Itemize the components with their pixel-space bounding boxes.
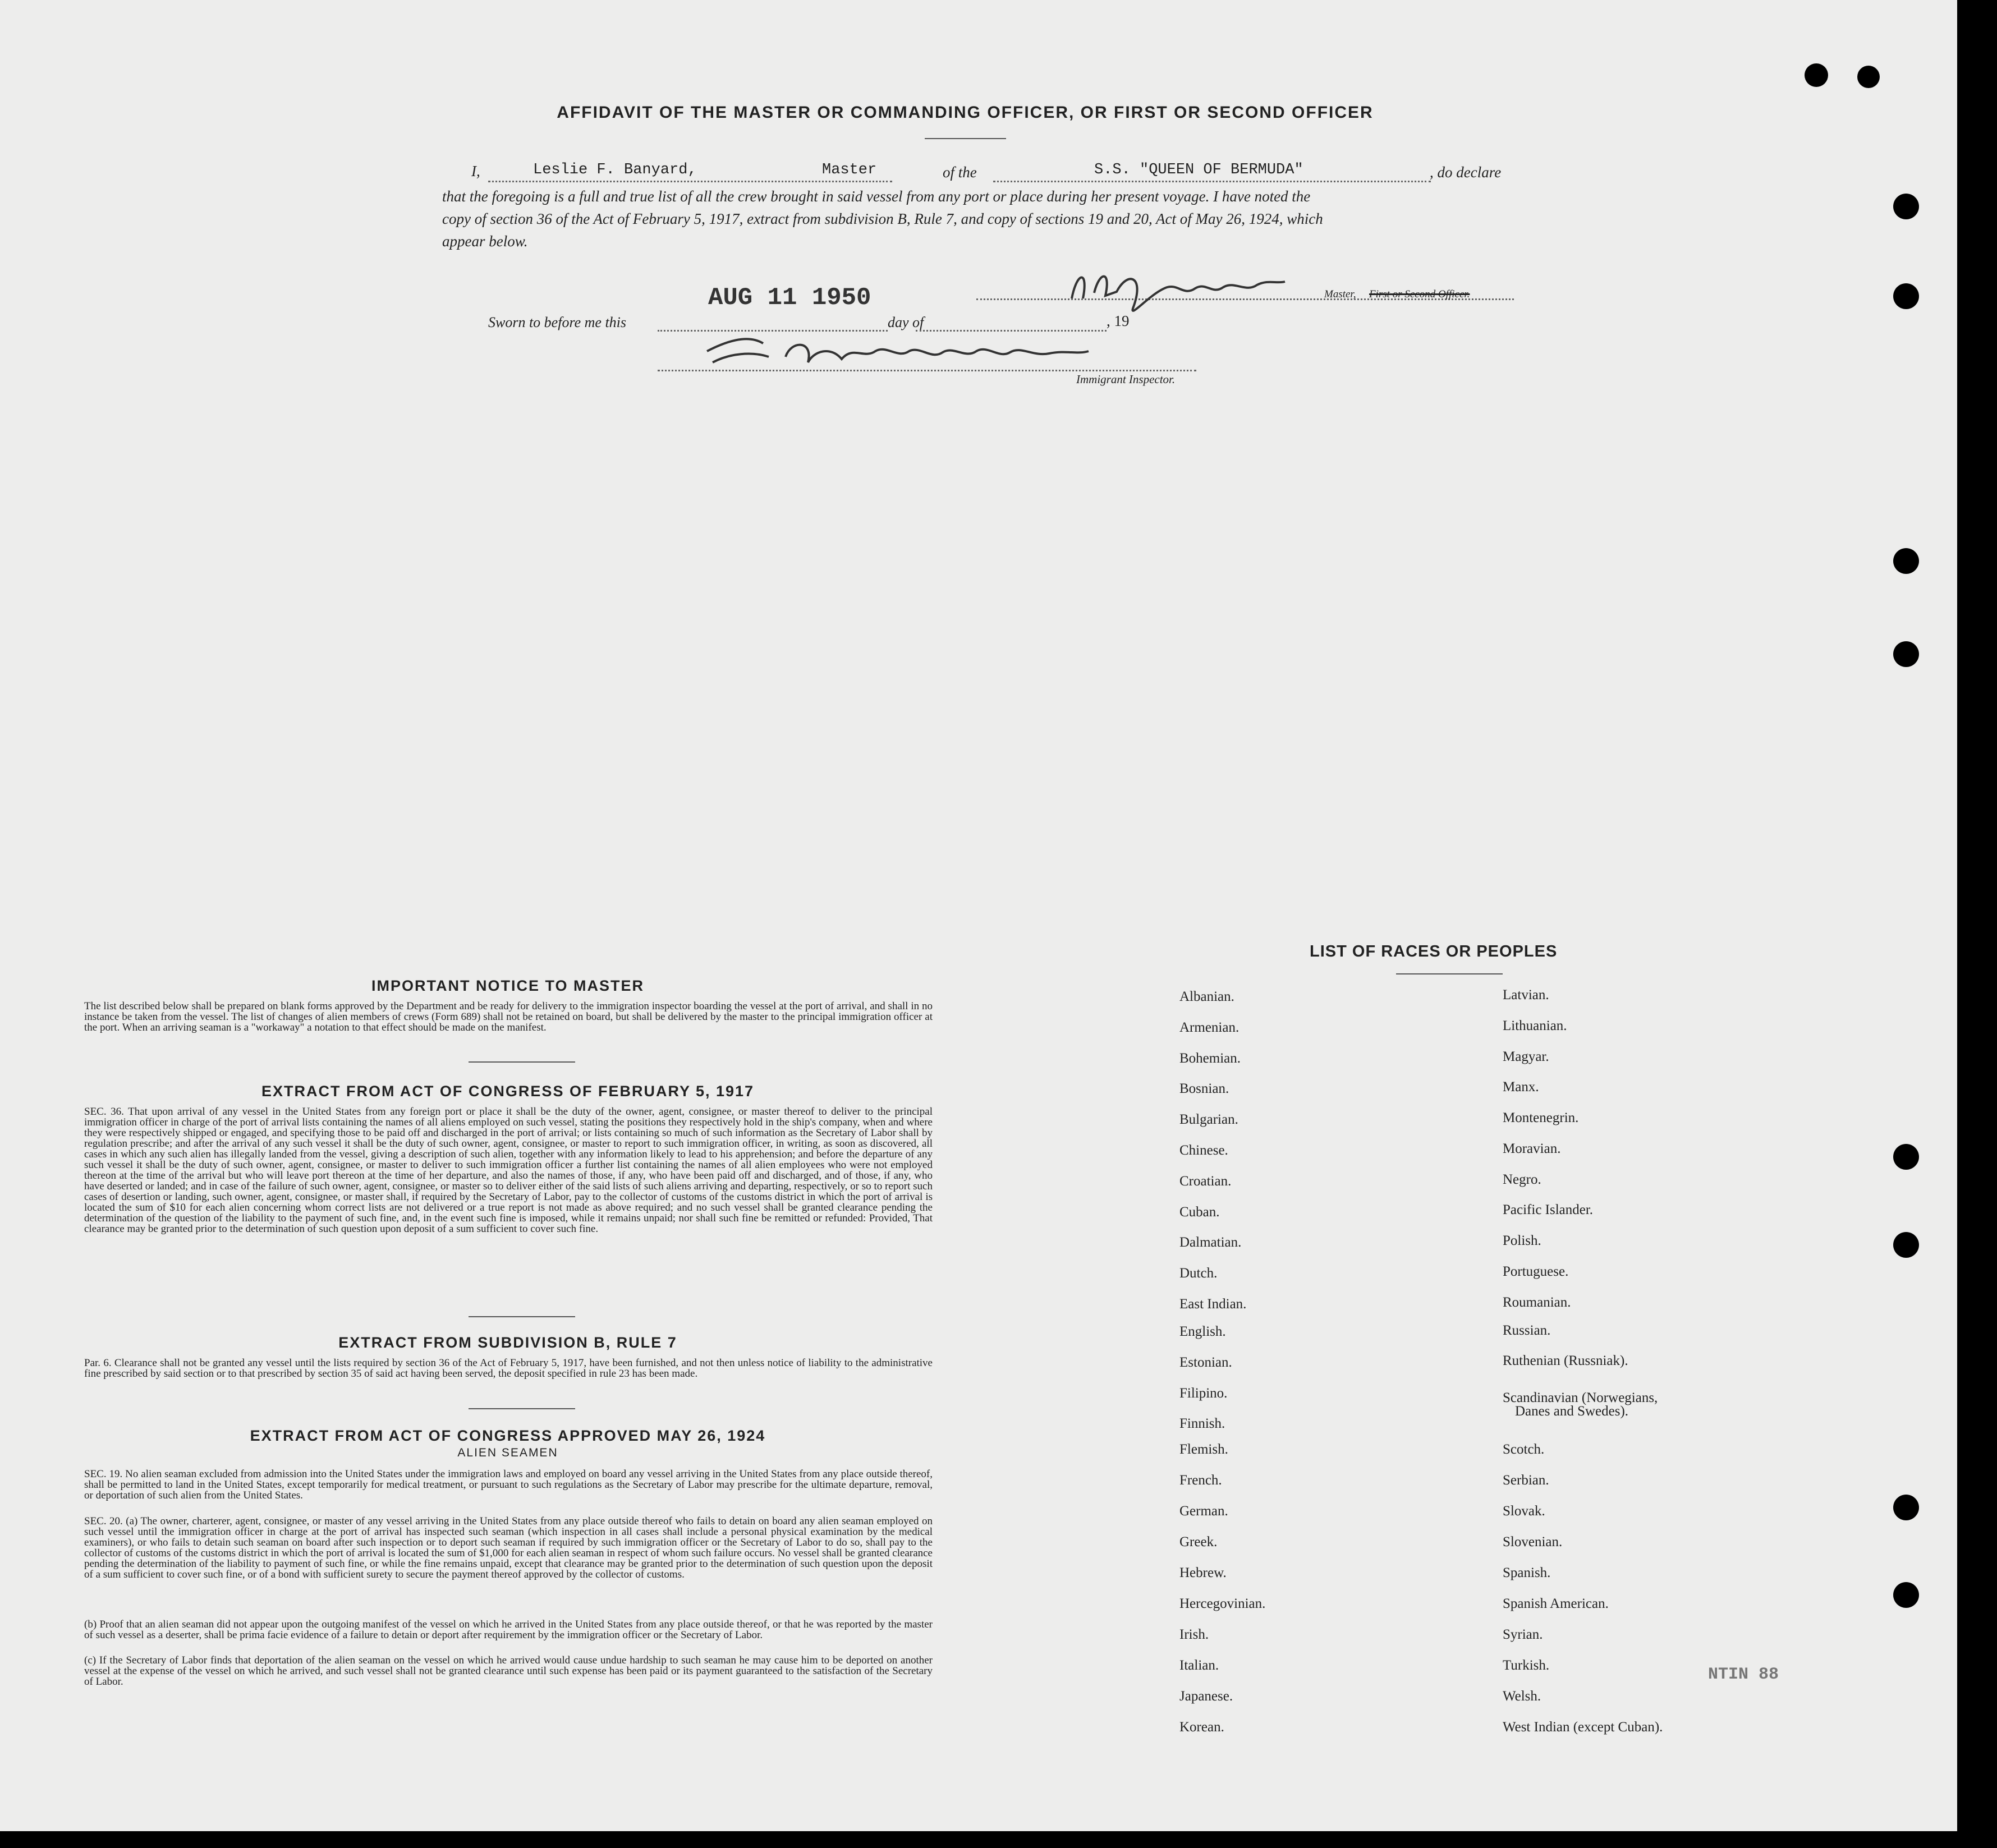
- race-item: Serbian.: [1503, 1473, 1549, 1488]
- vessel-name: S.S. "QUEEN OF BERMUDA": [1094, 162, 1303, 178]
- extract3-subtitle: ALIEN SEAMEN: [457, 1446, 558, 1459]
- race-item: Pacific Islander.: [1503, 1202, 1594, 1217]
- bleed-through-stamp: NTIN 88: [1708, 1665, 1779, 1684]
- race-item: Croatian.: [1179, 1174, 1232, 1189]
- race-item: Italian.: [1179, 1658, 1219, 1673]
- race-item: Albanian.: [1179, 989, 1234, 1004]
- races-rule: [1396, 973, 1503, 974]
- declaration-line-4: appear below.: [442, 233, 528, 250]
- affidavit-title: AFFIDAVIT OF THE MASTER OR COMMANDING OFFICER, OR FIRST OR SECOND OFFICER: [557, 103, 1374, 122]
- extract2-rule: [469, 1408, 575, 1409]
- do-declare-label: , do declare: [1430, 164, 1502, 181]
- day-of-label: day of: [888, 314, 924, 330]
- extract3-title: EXTRACT FROM ACT OF CONGRESS APPROVED MAY 26, 1924: [250, 1427, 766, 1444]
- race-item: Dalmatian.: [1179, 1235, 1242, 1250]
- race-item: French.: [1179, 1473, 1222, 1488]
- race-item: Lithuanian.: [1503, 1018, 1567, 1033]
- inspector-signature: [701, 334, 1105, 374]
- extract2-title: EXTRACT FROM SUBDIVISION B, RULE 7: [338, 1334, 677, 1351]
- race-item: Irish.: [1179, 1627, 1209, 1642]
- declaration-line-2: that the foregoing is a full and true list of all the crew brought in said vessel from any port or place during her present voyage. I have noted the: [442, 188, 1311, 205]
- scan-border-bottom: [0, 1831, 1997, 1848]
- race-item: Chinese.: [1179, 1143, 1228, 1158]
- race-item: Spanish.: [1503, 1565, 1551, 1580]
- race-item: Turkish.: [1503, 1658, 1550, 1673]
- race-item: Negro.: [1503, 1172, 1541, 1187]
- races-title: LIST OF RACES OR PEOPLES: [1310, 943, 1558, 960]
- race-item: Spanish American.: [1503, 1596, 1609, 1611]
- title-rule: [925, 138, 1006, 139]
- binder-hole: [1893, 1144, 1919, 1170]
- sworn-day-dotted-line: [658, 330, 888, 332]
- race-item: Magyar.: [1503, 1049, 1549, 1064]
- race-item: Russian.: [1503, 1323, 1551, 1338]
- name-dotted-line: [488, 181, 892, 182]
- race-item: Bulgarian.: [1179, 1112, 1238, 1127]
- master-name: Leslie F. Banyard,: [533, 162, 697, 178]
- of-the-label: of the: [943, 164, 977, 181]
- race-item: Greek.: [1179, 1534, 1218, 1550]
- race-item: Armenian.: [1179, 1020, 1239, 1035]
- race-item: Roumanian.: [1503, 1295, 1571, 1310]
- extract3-sec20c: (c) If the Secretary of Labor finds that deportation of the alien seaman on the vessel on which he arrived would cause undue hardship to such seaman he may cause him to be deported on another vessel at the expense of the vessel on which he arrived, and such vessel shall not be granted clearance until such expense has been paid or its payment guaranteed to the satisfaction of the Secretary of Labor.: [84, 1654, 933, 1688]
- extract2-body: Par. 6. Clearance shall not be granted any vessel until the lists required by section 36 of the Act of February 5, 1917, have been furnished, and not then unless notice of liability to the administrative fine prescribed by said section or to that prescribed by section 35 of said act having been served, the deposit specified in rule 23 has been made.: [84, 1357, 933, 1380]
- extract3-sec19: SEC. 19. No alien seaman excluded from admission into the United States under the immigration laws and employed on board any vessel arriving in the United States from any place outside thereof, shall be permitted to land in the United States, except temporarily for medical treatment, or pursuant to such regulations as the Secretary of Labor may prescribe for the ultimate departure, removal, or deportation of such alien from the United States.: [84, 1468, 933, 1501]
- binder-hole: [1893, 1495, 1919, 1520]
- race-item: Finnish.: [1179, 1416, 1225, 1431]
- binder-hole: [1893, 1232, 1919, 1258]
- inspector-caption: Immigrant Inspector.: [1076, 373, 1176, 386]
- scan-border-right: [1957, 0, 1997, 1848]
- binder-hole: [1893, 194, 1919, 219]
- extract1-rule: [469, 1316, 575, 1317]
- race-item: Japanese.: [1179, 1689, 1233, 1704]
- master-rank: Master: [822, 162, 877, 178]
- race-item: Scotch.: [1503, 1442, 1545, 1457]
- race-item: German.: [1179, 1504, 1228, 1519]
- race-item: Hercegovinian.: [1179, 1596, 1266, 1611]
- declaration-line-3: copy of section 36 of the Act of February 5, 1917, extract from subdivision B, Rule 7, and copy of sections 19 and 20, Act of May 26, 1924, which: [442, 210, 1323, 227]
- race-item: East Indian.: [1179, 1297, 1247, 1312]
- extract3-sec20a: SEC. 20. (a) The owner, charterer, agent, consignee, or master of any vessel arriving in the United States from any place outside thereof who fails to detain on board any alien seaman employed on such vessel until the immigration officer in charge at the port of arrival has inspected such seaman (which inspection in all cases shall include a personal physical examination by the medical examiners), or who fails to detain such seaman on board after such inspection or to deport such seaman if required by such immigration officer or the Secretary of Labor to do so, shall pay to the collector of customs of the customs district in which the port of arrival is located the sum of $1,000 for each alien seaman in respect of whom such failure occurs. No vessel shall be granted clearance pending the determination of the liability to payment of such fine, or while the fine remains unpaid, except that clearance may be granted prior to the determination of such question upon the deposit of a sum sufficient to cover such fine, or of a bond with sufficient surety to secure the payment thereof approved by the collector of customs.: [84, 1515, 933, 1580]
- master-signature: [1055, 259, 1291, 321]
- notice-body: The list described below shall be prepared on blank forms approved by the Department and be ready for delivery to the immigration inspector boarding the vessel at the port of arrival, and shall in no instance be taken from the vessel. The list of changes of alien members of crews (Form 689) shall not be retained on board, but shall be delivered by the master to the principal immigration officer at the port. When an arriving seaman is a "workaway" a notation to that effect should be made on the manifest.: [84, 1000, 933, 1033]
- race-item: Estonian.: [1179, 1355, 1232, 1370]
- race-item: Syrian.: [1503, 1627, 1543, 1642]
- race-item: Welsh.: [1503, 1689, 1541, 1704]
- line1-prefix: I,: [471, 163, 480, 180]
- race-item: Hebrew.: [1179, 1565, 1227, 1580]
- notice-title: IMPORTANT NOTICE TO MASTER: [371, 977, 644, 994]
- race-item: Ruthenian (Russniak).: [1503, 1353, 1628, 1368]
- year-prefix: , 19: [1107, 312, 1130, 329]
- vessel-dotted-line: [993, 181, 1431, 182]
- extract1-title: EXTRACT FROM ACT OF CONGRESS OF FEBRUARY 5, 1917: [261, 1083, 755, 1100]
- binder-hole: [1893, 548, 1919, 574]
- inspector-signature-line: [658, 370, 1196, 371]
- date-stamp: AUG 11 1950: [708, 284, 871, 312]
- race-item: Montenegrin.: [1503, 1110, 1579, 1125]
- race-item: Slovak.: [1503, 1504, 1545, 1519]
- binder-hole: [1893, 1582, 1919, 1608]
- race-item: Scandinavian (Norwegians,: [1503, 1390, 1658, 1405]
- binder-hole: [1893, 641, 1919, 667]
- race-item: Moravian.: [1503, 1141, 1561, 1156]
- race-item: Polish.: [1503, 1233, 1541, 1248]
- race-item: Filipino.: [1179, 1386, 1228, 1401]
- race-item: Dutch.: [1179, 1266, 1218, 1281]
- sworn-prefix: Sworn to before me this: [488, 314, 627, 330]
- race-item: West Indian (except Cuban).: [1503, 1720, 1663, 1735]
- master-caption: Master,: [1324, 288, 1356, 300]
- binder-hole: [1805, 63, 1828, 87]
- notice-rule: [469, 1061, 575, 1063]
- race-item: Danes and Swedes).: [1515, 1404, 1629, 1419]
- race-item: Latvian.: [1503, 987, 1549, 1003]
- sworn-month-dotted-line: [916, 330, 1107, 332]
- race-item: Slovenian.: [1503, 1534, 1563, 1550]
- binder-hole: [1893, 283, 1919, 309]
- race-item: Bosnian.: [1179, 1081, 1229, 1096]
- struck-officer-caption: First or Second Officer.: [1369, 288, 1470, 300]
- extract3-sec20b: (b) Proof that an alien seaman did not appear upon the outgoing manifest of the vessel on which he arrived in the United States from any place outside thereof, or that he was reported by the master of such vessel as a deserter, shall be prima facie evidence of a failure to detain or deport after requirement by the immigration officer or the Secretary of Labor.: [84, 1619, 933, 1641]
- extract1-body: SEC. 36. That upon arrival of any vessel in the United States from any foreign port or place it shall be the duty of the owner, agent, consignee, or master thereof to deliver to the principal immigration officer in charge of the port of arrival lists containing the names of all aliens employed on such vessel, stating the positions they respectively hold in the ship's company, when and where they were respectively shipped or engaged, and specifying those to be paid off and discharged in the port of arrival; or lists containing so much of such information as the Secretary of Labor shall by regulation prescribe; and after the arrival of any such vessel it shall be the duty of such owner, agent, consignee, or master to report to such immigration officer, in writing, as soon as discovered, all cases in which any such alien has illegally landed from the vessel, giving a description of such alien, together with any information likely to lead to his apprehension; and before the departure of any such vessel it shall be the duty of such owner, agent, consignee, or master to deliver to such immigration officer a further list containing the names of all alien employees who were not employed thereon at the time of the arrival but who will leave port thereon at the time of her departure, and also the names of those, if any, who have been paid off and discharged, and of those, if any, who have deserted or landed; and in case of the failure of such owner, agent, consignee, or master so to deliver either of the said lists of such aliens arriving and departing, respectively, or so to report such cases of desertion or landing, such owner, agent, consignee, or master shall, if required by the Secretary of Labor, pay to the collector of customs of the customs district in which the port of arrival is located the sum of $10 for each alien concerning whom correct lists are not delivered or a true report is not made as above required; and no such vessel shall be granted clearance pending the determination of the question of the liability to the payment of such fine, and, in the event such fine is imposed, while it remains unpaid; nor shall such fine be remitted or refunded: Provided, That clearance may be granted prior to the determination of such question upon deposit of a sum sufficient to cover such fine.: [84, 1106, 933, 1235]
- race-item: Cuban.: [1179, 1205, 1220, 1220]
- race-item: Portuguese.: [1503, 1264, 1569, 1279]
- binder-hole: [1857, 66, 1880, 88]
- race-item: Flemish.: [1179, 1442, 1228, 1457]
- race-item: Bohemian.: [1179, 1051, 1241, 1066]
- race-item: Manx.: [1503, 1079, 1539, 1095]
- race-item: Korean.: [1179, 1720, 1224, 1735]
- race-item: English.: [1179, 1324, 1226, 1339]
